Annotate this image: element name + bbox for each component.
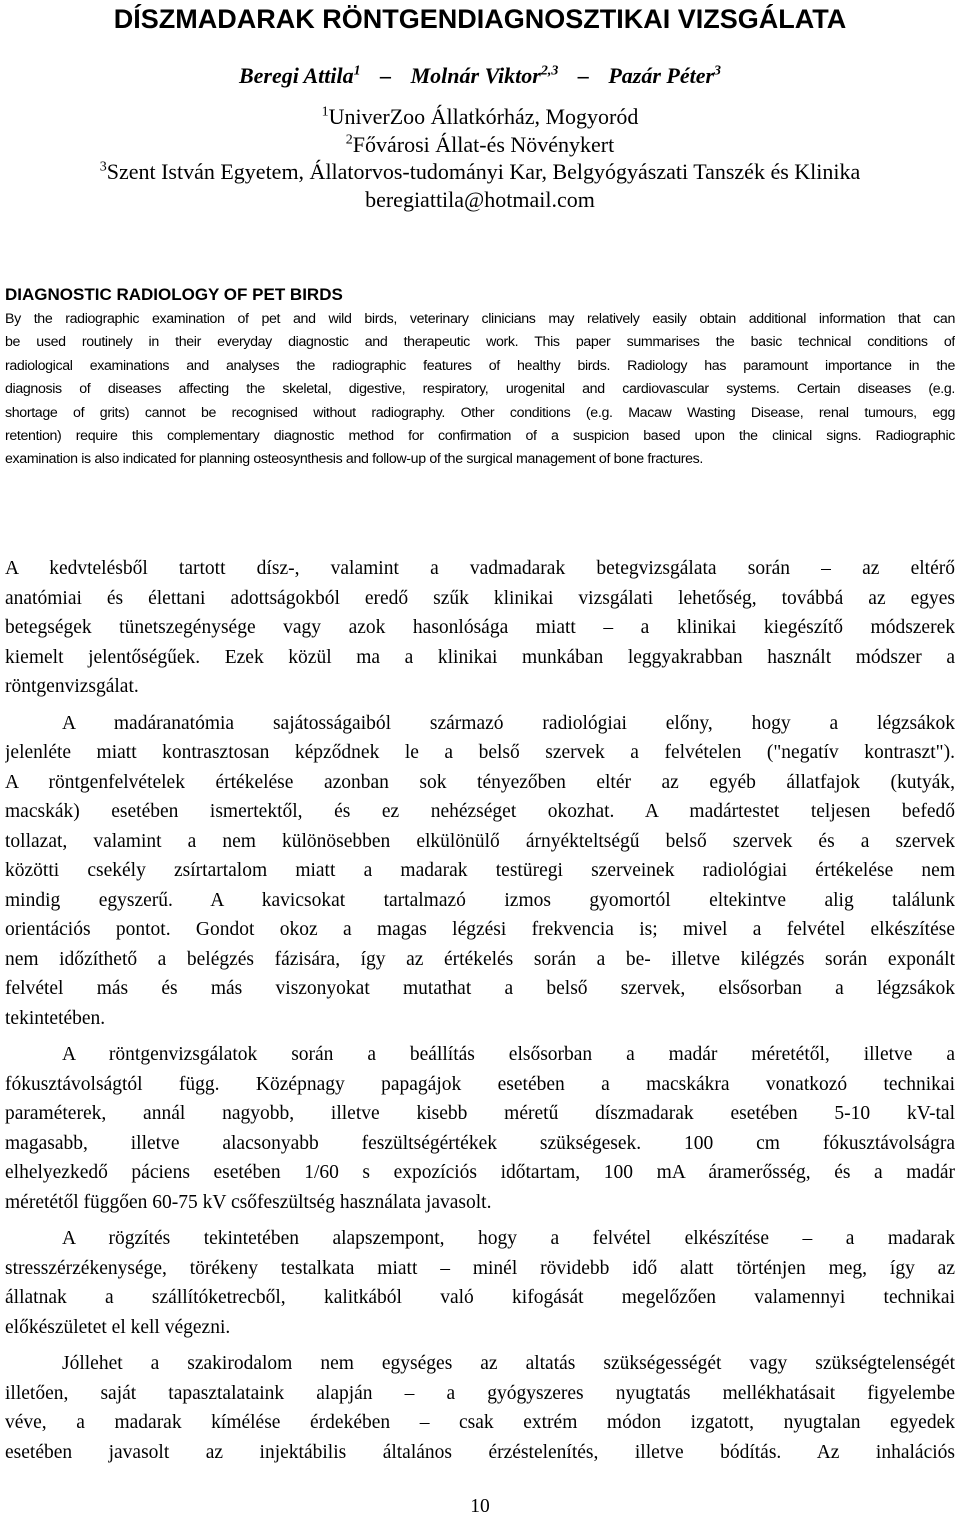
paragraph-line: A madáranatómia sajátosságaiból származó radiológiai előny, hogy a légzsákok [62, 712, 955, 734]
affiliation [0, 103, 960, 131]
paragraph-line: magasabb, illetve alacsonyabb feszültségértékek szükségesek. 100 cm fókusztávolságra [5, 1132, 955, 1154]
abstract-line: be used routinely in their everyday diagnostic and therapeutic work. This paper summarises the basic technical conditions of [5, 334, 955, 351]
paragraph-line: stresszérzékenysége, törékeny testalkata miatt – minél rövidebb idő alatt történjen meg, így az [5, 1257, 955, 1279]
author-separator: – [577, 63, 589, 88]
paragraph-line: paraméterek, annál nagyobb, illetve kisebb méretű díszmadarak esetében 5-10 kV-tal [5, 1103, 955, 1124]
body-paragraph [5, 709, 955, 1034]
paragraph-line: orientációs pontot. Gondot okoz a magas légzési frekvencia is; mivel a felvétel elkészítése [5, 919, 955, 940]
paragraph-line: mindig egyszerű. A kavicsokat tartalmazó izmos gyomortól eltekintve alig találunk [5, 889, 955, 911]
paragraph-line: állatnak a szállítóketrecből, kalitkából való kifogását megelőzően valamennyi technikai [5, 1287, 955, 1308]
author-separator: – [380, 63, 392, 88]
paragraph-line: méretétől függően 60-75 kV csőfeszültség használata javasolt. [5, 1191, 492, 1213]
author-email: beregiattila@hotmail.com [365, 186, 595, 212]
paragraph-line: fókusztávolságtól függ. Középnagy papagájok esetében a macskákra vonatkozó technikai [5, 1073, 955, 1095]
paragraph-line: A röntgenfelvételek értékelése azonban sok tényezőben eltér az egyéb állatfajok (kutyák, [5, 771, 955, 793]
author-name: Pazár Péter [608, 63, 715, 88]
affiliation [0, 131, 960, 159]
paragraph-line: közötti csekély zsírtartalom miatt a madarak testüregi szerveinek radiológiai értékelése nem [5, 860, 955, 881]
paragraph-line: elhelyezkedő páciens esetében 1/60 s expozíciós időtartam, 100 mA áramerősség, és a madár [5, 1162, 955, 1183]
abstract-line: diagnosis of diseases affecting the skeletal, digestive, respiratory, urogenital and cardiovascular systems. Certain diseases (e.g. [5, 381, 955, 398]
paragraph-line: A kedvtelésből tartott dísz-, valamint a vadmadarak betegvizsgálata során – az eltérő [5, 558, 955, 579]
body-paragraph [5, 554, 955, 702]
body-paragraph [5, 1224, 955, 1342]
english-abstract [5, 284, 955, 472]
paragraph-line: kiemelt jelentőségűek. Ezek közül ma a klinikai munkában leggyakrabban használt módszer a [5, 646, 955, 668]
affiliation-list [0, 103, 960, 213]
author-affiliation-mark: 2,3 [540, 63, 559, 79]
page-number: 10 [470, 1496, 490, 1517]
abstract-heading: DIAGNOSTIC RADIOLOGY OF PET BIRDS [5, 285, 343, 304]
paragraph-line: nem időzíthető a belégzés fázisára, így az értékelés során a be- illetve kilégzés során exponált [5, 948, 955, 970]
author-affiliation-mark: 3 [714, 63, 722, 79]
body-paragraph [5, 1349, 955, 1467]
paragraph-line: illetően, saját tapasztalataink alapján – a gyógyszeres nyugtatás mellékhatásait figyelembe [5, 1382, 955, 1404]
abstract-line: By the radiographic examination of pet and wild birds, veterinary clinicians may relatively easily obtain additional information that can [5, 311, 955, 327]
affiliation-text: Szent István Egyetem, Állatorvos-tudományi Kar, Belgyógyászati Tanszék és Klinika [106, 159, 861, 184]
paragraph-line: előkészületet el kell végezni. [5, 1316, 231, 1338]
paragraph-line: tekintetében. [5, 1007, 106, 1029]
author-name: Molnár Viktor [410, 63, 541, 88]
abstract-line: radiological examinations and analyses the radiographic features of healthy birds. Radiology has paramount importance in the [5, 357, 955, 374]
author-affiliation-mark: 1 [353, 63, 361, 79]
paragraph-line: betegségek tünetszegénysége vagy azok hasonlósága miatt – a klinikai kiegészítő módszerek [5, 617, 955, 638]
affiliation-text: UniverZoo Állatkórház, Mogyoród [328, 104, 639, 129]
paragraph-line: felvétel más és más viszonyokat mutathat a belső szervek, elsősorban a légzsákok [5, 978, 955, 999]
affiliation-mark: 2 [345, 132, 353, 148]
affiliation [0, 158, 960, 186]
paragraph-line: A rögzítés tekintetében alapszempont, hogy a felvétel elkészítése – a madarak [62, 1228, 955, 1249]
affiliation-mark: 1 [321, 104, 329, 120]
author-list [0, 62, 960, 90]
paragraph-line: macskák) esetében ismertektől, és ez nehézséget okozhat. A madártestet teljesen befedő [5, 801, 955, 822]
abstract-line: shortage of grits) cannot be recognised without radiography. Other conditions (e.g. Macaw Wasting Disease, renal tumours, egg [5, 404, 955, 421]
paragraph-line: Jóllehet a szakirodalom nem egységes az altatás szükségességét vagy szükségtelenségét [62, 1353, 955, 1374]
author-name: Beregi Attila [238, 63, 354, 88]
abstract-line: retention) require this complementary diagnostic method for confirmation of a suspicion based upon the clinical signs. Radiographic [5, 428, 955, 445]
paragraph-line: esetében javasolt az injektábilis általános érzéstelenítés, illetve bódítás. Az inhalációs [5, 1441, 955, 1463]
abstract-line: examination is also indicated for planning osteosynthesis and follow-up of the surgical management of bone fractures. [5, 451, 704, 468]
affiliation-text: Fővárosi Állat-és Növénykert [352, 131, 615, 157]
paragraph-line: A röntgenvizsgálatok során a beállítás elsősorban a madár méretétől, illetve a [62, 1044, 955, 1065]
body-paragraph [5, 1040, 955, 1217]
paragraph-line: véve, a madarak kímélése érdekében – csak extrém módon izgatott, nyugtalan egyedek [5, 1412, 955, 1433]
paragraph-line: röntgenvizsgálat. [5, 676, 139, 697]
paragraph-line: jelenléte miatt kontrasztosan képződnek le a belső szervek a felvételen ("negatív kontraszt"). [5, 742, 955, 763]
paragraph-line: anatómiai és élettani adottságokból eredő szűk klinikai vizsgálati lehetőség, továbbá az egyes [5, 587, 955, 609]
body-text [5, 554, 955, 1467]
paragraph-line: tollazat, valamint a nem különösebben elkülönülő árnyékteltségű belső szervek és a szervek [5, 830, 955, 852]
affiliation-mark: 3 [99, 159, 107, 175]
paper-title: DÍSZMADARAK RÖNTGENDIAGNOSZTIKAI VIZSGÁLATA [113, 4, 847, 34]
